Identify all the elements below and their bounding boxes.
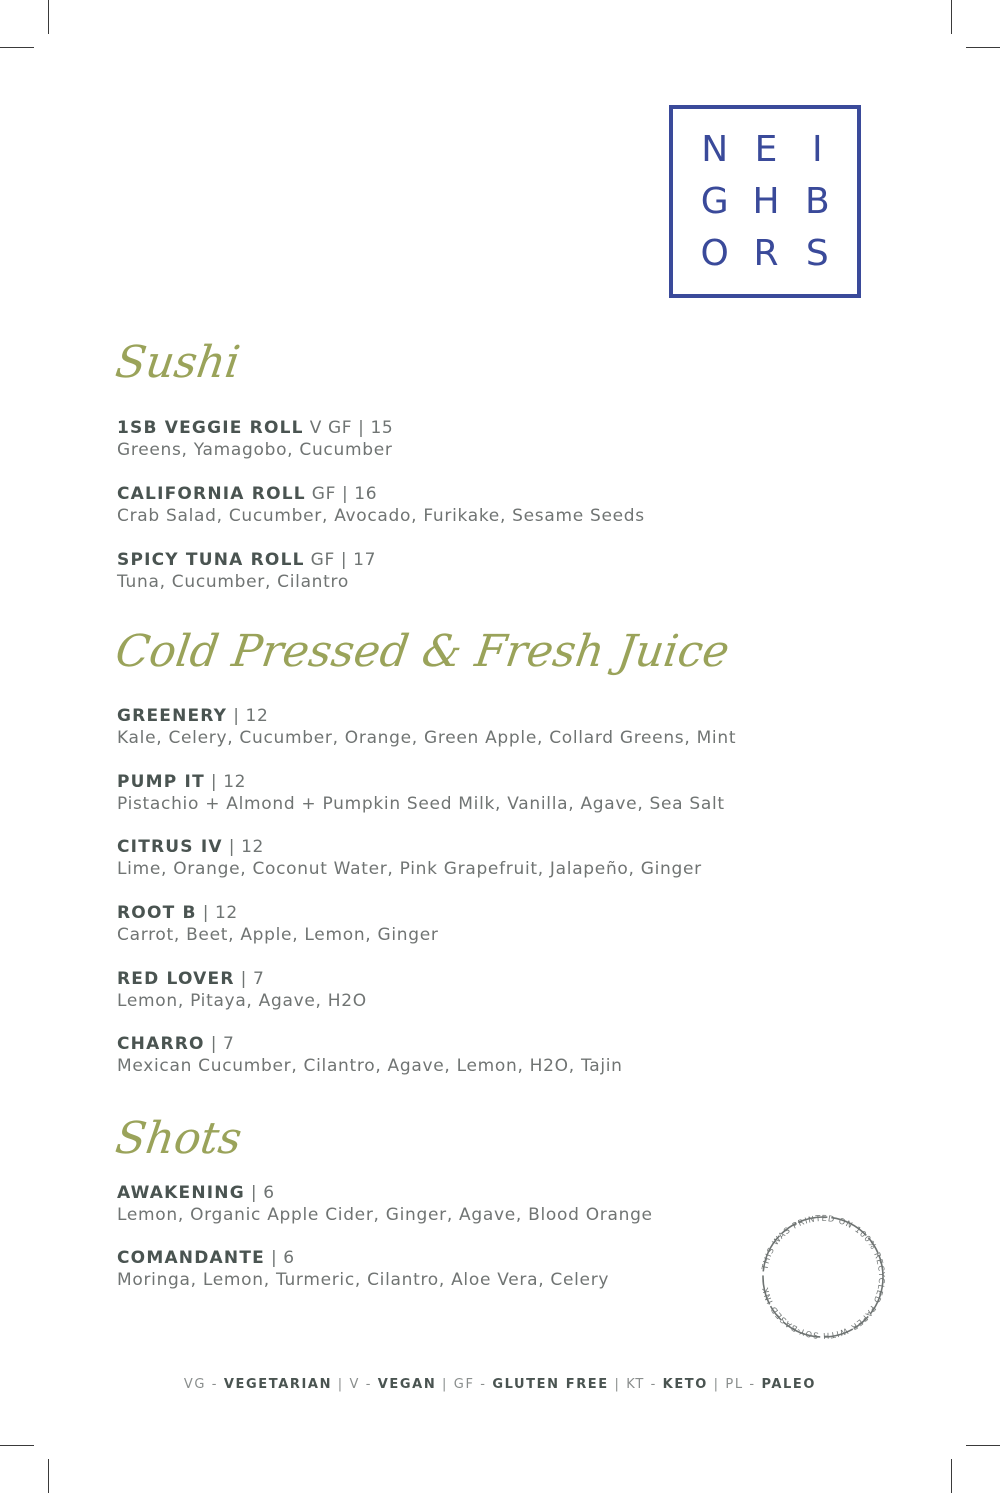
- item-meta: GF | 17: [310, 550, 376, 570]
- crop-mark: [0, 47, 34, 48]
- menu-item: [117, 969, 877, 1011]
- item-description: Greens, Yamagobo, Cucumber: [117, 440, 393, 460]
- item-name: GREENERY: [117, 706, 228, 726]
- dietary-legend: VG - VEGETARIAN | V - VEGAN | GF - GLUTEN FREE | KT - KETO | PL - PALEO: [183, 1377, 817, 1392]
- item-description: Kale, Celery, Cucumber, Orange, Green Apple, Collard Greens, Mint: [117, 728, 737, 748]
- item-meta: | 12: [228, 837, 264, 857]
- item-name: PUMP IT: [117, 772, 205, 792]
- legend-code: KT: [626, 1377, 645, 1392]
- item-meta: | 7: [210, 1034, 235, 1054]
- item-description: Pistachio + Almond + Pumpkin Seed Milk, Vanilla, Agave, Sea Salt: [117, 794, 725, 814]
- item-meta: | 6: [250, 1183, 275, 1203]
- item-description: Carrot, Beet, Apple, Lemon, Ginger: [117, 925, 439, 945]
- legend-code: GF: [453, 1377, 475, 1392]
- logo-letter: I: [812, 128, 823, 170]
- item-name: COMANDANTE: [117, 1248, 265, 1268]
- item-name: AWAKENING: [117, 1183, 245, 1203]
- item-meta: | 12: [202, 903, 238, 923]
- logo-letter: S: [805, 233, 829, 275]
- menu-item: [117, 837, 877, 879]
- item-name: CHARRO: [117, 1034, 205, 1054]
- legend-code: PL: [725, 1377, 744, 1392]
- section-title-juice: Cold Pressed & Fresh Juice: [112, 626, 733, 677]
- item-name: ROOT B: [117, 903, 197, 923]
- item-name: RED LOVER: [117, 969, 235, 989]
- logo-letter: N: [701, 128, 729, 170]
- svg-text:THIS WAS PRINTED ON 100% RECYC: [759, 1213, 887, 1341]
- logo-letter: H: [752, 180, 780, 222]
- legend-code: VG: [183, 1377, 207, 1392]
- legend-code: V: [349, 1377, 360, 1392]
- legend-label: KETO: [662, 1377, 708, 1392]
- menu-item: [117, 484, 877, 526]
- item-description: Crab Salad, Cucumber, Avocado, Furikake, Sesame Seeds: [117, 506, 645, 526]
- menu-item: [117, 772, 877, 814]
- item-name: CITRUS IV: [117, 837, 223, 857]
- logo-letter: E: [754, 128, 778, 170]
- menu-item: [117, 903, 877, 945]
- section-title-sushi: Sushi: [112, 337, 244, 388]
- crop-mark: [966, 1445, 1000, 1446]
- legend-label: PALEO: [761, 1377, 817, 1392]
- item-description: Moringa, Lemon, Turmeric, Cilantro, Aloe Vera, Celery: [117, 1270, 610, 1290]
- item-meta: | 7: [240, 969, 265, 989]
- item-meta: | 12: [210, 772, 247, 792]
- recycled-stamp: [752, 1206, 894, 1348]
- legend-label: VEGETARIAN: [223, 1377, 333, 1392]
- item-description: Lime, Orange, Coconut Water, Pink Grapefruit, Jalapeño, Ginger: [117, 859, 702, 879]
- neighbors-logo: [669, 105, 861, 298]
- logo-letter: G: [700, 180, 729, 222]
- item-name: CALIFORNIA ROLL: [117, 484, 306, 504]
- item-name: 1SB VEGGIE ROLL: [117, 418, 304, 438]
- crop-mark: [966, 47, 1000, 48]
- item-meta: | 6: [270, 1248, 295, 1268]
- logo-letter: R: [753, 233, 779, 275]
- item-meta: GF | 16: [311, 484, 378, 504]
- menu-item: [117, 418, 877, 460]
- menu-item: [117, 550, 877, 592]
- crop-mark: [48, 1459, 49, 1493]
- item-meta: V GF | 15: [309, 418, 394, 438]
- section-title-shots: Shots: [112, 1113, 245, 1164]
- item-name: SPICY TUNA ROLL: [117, 550, 305, 570]
- logo-letter: O: [700, 233, 729, 275]
- crop-mark: [0, 1445, 34, 1446]
- crop-mark: [951, 1459, 952, 1493]
- logo-letter: B: [804, 180, 830, 222]
- legend-label: VEGAN: [377, 1377, 437, 1392]
- item-description: Mexican Cucumber, Cilantro, Agave, Lemon, H2O, Tajin: [117, 1056, 623, 1076]
- stamp-text: THIS WAS PRINTED ON 100% RECYCLED PAPER WITH SOY-BASED INK: [759, 1212, 888, 1342]
- item-description: Lemon, Organic Apple Cider, Ginger, Agave, Blood Orange: [117, 1205, 653, 1225]
- crop-mark: [48, 0, 49, 34]
- legend-label: GLUTEN FREE: [492, 1377, 609, 1392]
- menu-item: [117, 1034, 877, 1076]
- item-description: Tuna, Cucumber, Cilantro: [117, 572, 349, 592]
- item-meta: | 12: [233, 706, 269, 726]
- crop-mark: [951, 0, 952, 34]
- item-description: Lemon, Pitaya, Agave, H2O: [117, 991, 367, 1011]
- menu-item: [117, 706, 877, 748]
